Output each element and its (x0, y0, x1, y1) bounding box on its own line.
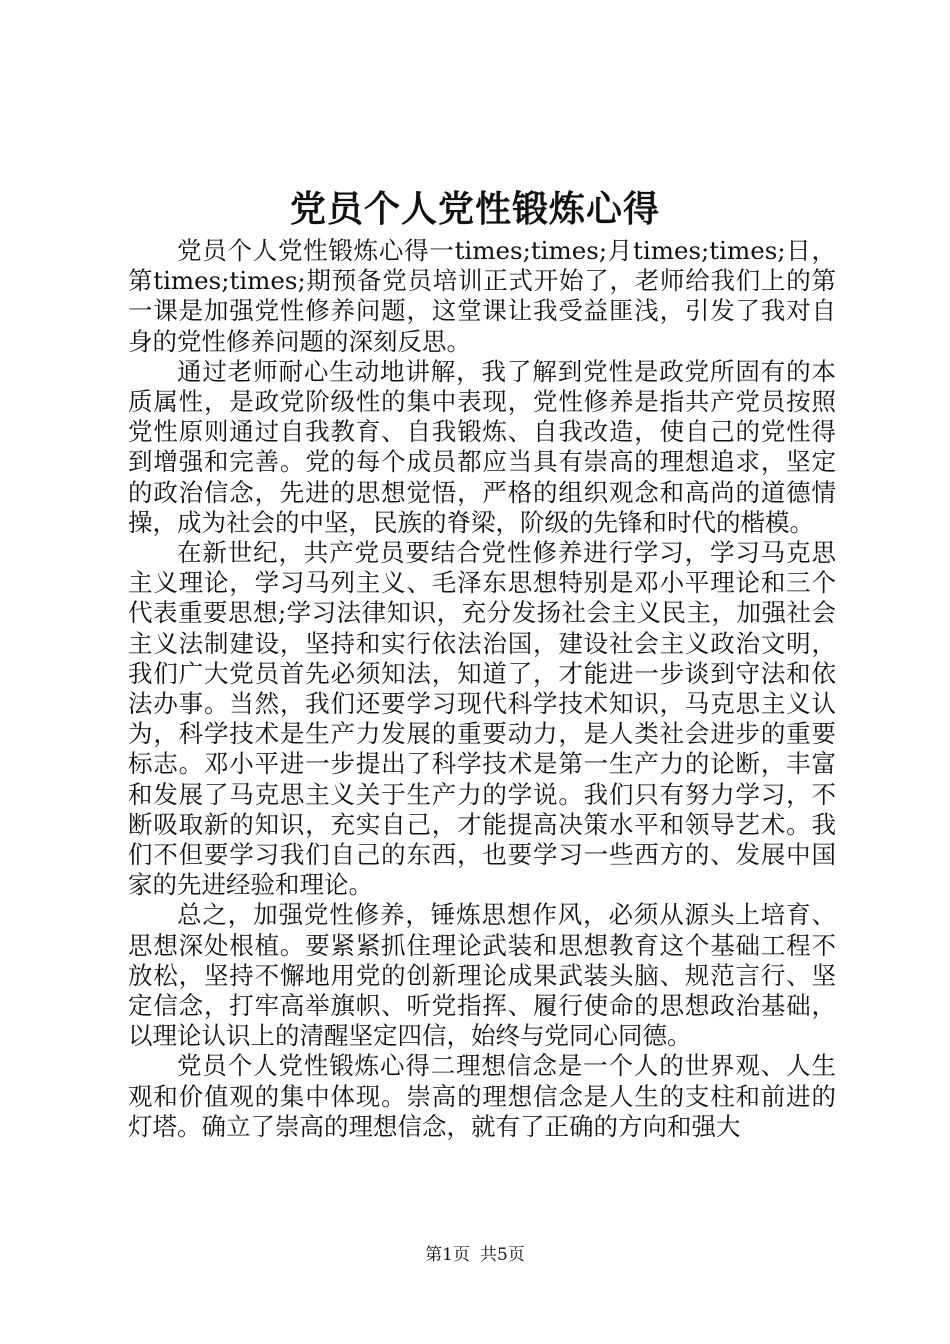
paragraph-4: 总之，加强党性修养，锤炼思想作风，必须从源头上培育、思想深处根植。要紧紧抓住理论武装和思想教育这个基础工程不放松，坚持不懈地用党的创新理论成果武装头脑、规范言行、坚定信念，打牢高举旗帜、听党指挥、履行使命的思想政治基础，以理论认识上的清醒坚定四信，始终与党同心同德。 (128, 900, 836, 1051)
document-title: 党员个人党性锻炼心得 (289, 188, 660, 230)
page-total: 共5页 (480, 1245, 525, 1265)
paragraph-2: 通过老师耐心生动地讲解，我了解到党性是政党所固有的本质属性，是政党阶级性的集中表现，党性修养是指共产党员按照党性原则通过自我教育、自我锻炼、自我改造，使自己的党性得到增强和完善。党的每个成员都应当具有崇高的理想追求，坚定的政治信念，先进的思想觉悟，严格的组织观念和高尚的道德情操，成为社会的中坚，民族的脊梁，阶级的先锋和时代的楷模。 (128, 356, 836, 537)
page-number: 第1页 (425, 1245, 470, 1265)
page-footer (0, 1244, 950, 1266)
paragraph-3: 在新世纪，共产党员要结合党性修养进行学习，学习马克思主义理论，学习马列主义、毛泽东思想特别是邓小平理论和三个代表重要思想;学习法律知识，充分发扬社会主义民主，加强社会主义法制建设，坚持和实行依法治国，建设社会主义政治文明，我们广大党员首先必须知法，知道了，才能进一步谈到守法和依法办事。当然，我们还要学习现代科学技术知识，马克思主义认为，科学技术是生产力发展的重要动力，是人类社会进步的重要标志。邓小平进一步提出了科学技术是第一生产力的论断，丰富和发展了马克思主义关于生产力的学说。我们只有努力学习，不断吸取新的知识，充实自己，才能提高决策水平和领导艺术。我们不但要学习我们自己的东西，也要学习一些西方的、发展中国家的先进经验和理论。 (128, 538, 836, 900)
document-body (128, 236, 836, 1142)
paragraph-1: 党员个人党性锻炼心得一times;times;月times;times;日，第times;times;期预备党员培训正式开始了，老师给我们上的第一课是加强党性修养问题，这堂课让我受益匪浅，引发了我对自身的党性修养问题的深刻反思。 (128, 236, 836, 356)
paragraph-5: 党员个人党性锻炼心得二理想信念是一个人的世界观、人生观和价值观的集中体现。崇高的理想信念是人生的支柱和前进的灯塔。确立了崇高的理想信念，就有了正确的方向和强大 (128, 1051, 836, 1141)
